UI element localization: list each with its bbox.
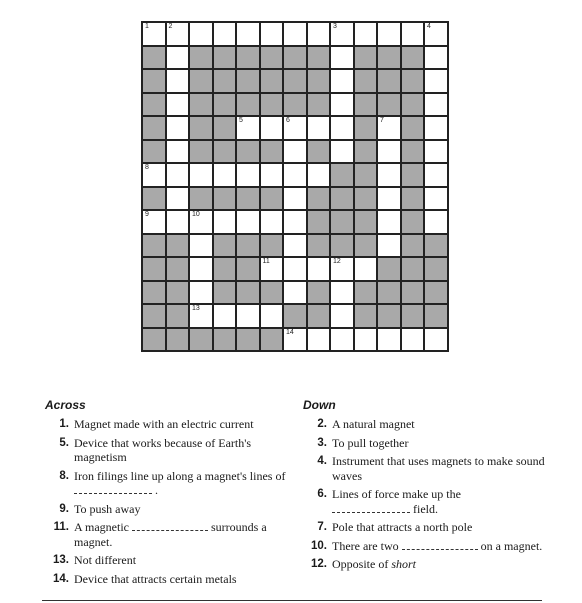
block-cell (401, 281, 425, 305)
answer-cell[interactable] (260, 22, 284, 46)
answer-cell[interactable] (424, 210, 448, 234)
answer-cell[interactable] (377, 187, 401, 211)
clue-label-number: 7. (317, 521, 327, 533)
clue-number: 10 (192, 211, 200, 218)
block-cell (213, 234, 237, 258)
answer-cell[interactable] (424, 69, 448, 93)
block-cell (166, 234, 190, 258)
clue-after-text: surrounds a magnet. (74, 520, 267, 549)
block-cell (236, 328, 260, 352)
answer-cell[interactable] (307, 116, 331, 140)
answer-cell[interactable] (166, 163, 190, 187)
answer-cell[interactable] (424, 140, 448, 164)
answer-cell[interactable] (283, 257, 307, 281)
clue-text (74, 520, 295, 549)
clue-text (74, 572, 295, 587)
clue-main-text: A magnetic (74, 520, 129, 534)
clue-number: 11 (262, 258, 270, 265)
block-cell (260, 93, 284, 117)
block-cell (142, 46, 166, 70)
block-cell (354, 210, 378, 234)
answer-cell[interactable] (189, 234, 213, 258)
answer-blank[interactable] (132, 521, 208, 531)
block-cell (424, 281, 448, 305)
block-cell (166, 281, 190, 305)
answer-cell[interactable] (260, 163, 284, 187)
block-cell (307, 304, 331, 328)
block-cell (236, 281, 260, 305)
across-clue (45, 436, 295, 465)
clue-number: 13 (192, 305, 200, 312)
answer-cell[interactable] (166, 116, 190, 140)
clue-text (332, 436, 553, 451)
answer-blank[interactable] (74, 484, 152, 494)
answer-cell[interactable] (354, 22, 378, 46)
block-cell (189, 116, 213, 140)
clue-text (332, 454, 553, 483)
block-cell (307, 187, 331, 211)
answer-cell[interactable] (260, 210, 284, 234)
down-clue (303, 487, 553, 516)
down-heading: Down (303, 398, 336, 412)
clue-label-number: 5. (59, 436, 69, 449)
answer-cell[interactable] (424, 187, 448, 211)
block-cell (377, 69, 401, 93)
block-cell (377, 46, 401, 70)
clue-main-text: Lines of force make up the (332, 487, 461, 501)
clue-main-text: Instrument that uses magnets to make sound waves (332, 454, 545, 483)
answer-cell[interactable] (424, 328, 448, 352)
answer-cell[interactable] (283, 234, 307, 258)
clue-main-text: Device that works because of Earth's magnetism (74, 435, 252, 464)
clue-label-number: 9. (59, 502, 69, 515)
block-cell (354, 140, 378, 164)
clue-main-text: A natural magnet (332, 417, 415, 431)
answer-cell[interactable] (377, 22, 401, 46)
answer-cell[interactable] (236, 116, 260, 140)
answer-cell[interactable] (330, 281, 354, 305)
block-cell (330, 163, 354, 187)
clue-text (332, 487, 553, 516)
answer-cell[interactable] (377, 234, 401, 258)
block-cell (354, 281, 378, 305)
block-cell (307, 69, 331, 93)
answer-cell[interactable] (307, 163, 331, 187)
block-cell (142, 281, 166, 305)
block-cell (236, 46, 260, 70)
block-cell (401, 116, 425, 140)
down-clue (303, 454, 553, 483)
block-cell (142, 304, 166, 328)
clue-number: 2 (168, 23, 173, 30)
clue-number: 1 (145, 23, 149, 30)
block-cell (307, 93, 331, 117)
down-clue (303, 417, 553, 432)
block-cell (213, 187, 237, 211)
block-cell (424, 257, 448, 281)
block-cell (283, 93, 307, 117)
block-cell (213, 116, 237, 140)
block-cell (354, 187, 378, 211)
clue-label-number: 14. (53, 572, 69, 585)
block-cell (142, 328, 166, 352)
block-cell (189, 93, 213, 117)
block-cell (166, 328, 190, 352)
block-cell (307, 281, 331, 305)
answer-blank[interactable] (332, 503, 410, 513)
answer-cell[interactable] (330, 304, 354, 328)
answer-cell[interactable] (283, 22, 307, 46)
answer-cell[interactable] (307, 257, 331, 281)
across-clue (45, 572, 295, 587)
answer-cell[interactable] (189, 257, 213, 281)
block-cell (236, 234, 260, 258)
block-cell (213, 46, 237, 70)
answer-cell[interactable] (283, 140, 307, 164)
block-cell (189, 187, 213, 211)
clue-label-number: 3. (317, 436, 327, 449)
block-cell (142, 187, 166, 211)
answer-cell[interactable] (166, 93, 190, 117)
block-cell (377, 281, 401, 305)
clue-number: 14 (286, 328, 294, 336)
answer-cell[interactable] (142, 210, 166, 234)
answer-cell[interactable] (166, 187, 190, 211)
answer-cell[interactable] (283, 187, 307, 211)
answer-cell[interactable] (189, 304, 213, 328)
answer-cell[interactable] (236, 163, 260, 187)
clue-text (332, 417, 553, 432)
block-cell (354, 304, 378, 328)
clue-number: 7 (380, 117, 384, 124)
block-cell (354, 46, 378, 70)
clue-number: 5 (239, 117, 243, 124)
clue-label-number: 2. (317, 418, 327, 430)
block-cell (236, 257, 260, 281)
block-cell (142, 257, 166, 281)
answer-cell[interactable] (189, 210, 213, 234)
across-clue (45, 520, 295, 549)
answer-cell[interactable] (189, 163, 213, 187)
answer-cell[interactable] (424, 116, 448, 140)
block-cell (260, 281, 284, 305)
answer-cell[interactable] (330, 69, 354, 93)
clue-after-text: on a magnet. (480, 538, 543, 553)
clue-text (74, 469, 295, 498)
block-cell (260, 46, 284, 70)
block-cell (213, 328, 237, 352)
block-cell (213, 69, 237, 93)
answer-cell[interactable] (166, 46, 190, 70)
block-cell (307, 210, 331, 234)
clue-number: 4 (427, 23, 431, 30)
answer-cell[interactable] (166, 22, 190, 46)
answer-cell[interactable] (330, 328, 354, 352)
block-cell (330, 187, 354, 211)
answer-cell[interactable] (166, 140, 190, 164)
clue-number: 8 (145, 164, 149, 171)
block-cell (260, 187, 284, 211)
across-clue (45, 502, 295, 517)
block-cell (260, 140, 284, 164)
clue-main-text: Device that attracts certain metals (74, 571, 237, 586)
block-cell (236, 140, 260, 164)
block-cell (401, 304, 425, 328)
clue-text (74, 502, 295, 517)
clue-text (74, 417, 295, 432)
block-cell (401, 234, 425, 258)
answer-cell[interactable] (236, 304, 260, 328)
clue-text (332, 539, 553, 554)
clue-label-number: 12. (311, 558, 327, 570)
clue-label-number: 10. (311, 539, 327, 552)
down-clue (303, 520, 553, 535)
block-cell (213, 281, 237, 305)
answer-cell[interactable] (213, 22, 237, 46)
across-clues (45, 398, 295, 590)
block-cell (307, 234, 331, 258)
clue-number: 6 (286, 117, 290, 124)
block-cell (166, 304, 190, 328)
answer-cell[interactable] (401, 328, 425, 352)
answer-cell[interactable] (142, 22, 166, 46)
block-cell (142, 140, 166, 164)
clue-text (332, 557, 553, 572)
down-clue (303, 557, 553, 572)
answer-cell[interactable] (424, 163, 448, 187)
block-cell (189, 46, 213, 70)
block-cell (236, 93, 260, 117)
answer-cell[interactable] (283, 281, 307, 305)
answer-cell[interactable] (236, 22, 260, 46)
block-cell (377, 257, 401, 281)
block-cell (354, 116, 378, 140)
block-cell (260, 234, 284, 258)
answer-cell[interactable] (236, 210, 260, 234)
clue-main-text: Iron filings line up along a magnet's lines of (74, 468, 286, 483)
down-clue (303, 539, 553, 554)
clue-main-text: To push away (74, 501, 141, 516)
clue-label-number: 8. (59, 469, 69, 482)
block-cell (330, 210, 354, 234)
answer-cell[interactable] (330, 93, 354, 117)
block-cell (377, 304, 401, 328)
answer-cell[interactable] (260, 116, 284, 140)
answer-cell[interactable] (330, 257, 354, 281)
block-cell (424, 234, 448, 258)
answer-cell[interactable] (283, 163, 307, 187)
answer-cell[interactable] (424, 22, 448, 46)
answer-cell[interactable] (377, 163, 401, 187)
bottom-rule (42, 600, 542, 601)
block-cell (142, 69, 166, 93)
answer-cell[interactable] (401, 22, 425, 46)
answer-cell[interactable] (354, 257, 378, 281)
answer-cell[interactable] (307, 22, 331, 46)
block-cell (189, 140, 213, 164)
answer-cell[interactable] (283, 210, 307, 234)
block-cell (283, 304, 307, 328)
block-cell (213, 93, 237, 117)
answer-cell[interactable] (377, 328, 401, 352)
answer-cell[interactable] (213, 210, 237, 234)
clue-label-number: 6. (317, 488, 327, 500)
block-cell (260, 69, 284, 93)
clue-text (332, 520, 553, 535)
clue-main-text: Pole that attracts a north pole (332, 520, 473, 534)
across-clue (45, 469, 295, 498)
clue-main-text: There are two (332, 538, 399, 553)
down-clues (303, 398, 553, 576)
clue-label-number: 13. (53, 554, 69, 566)
clue-main-text: Magnet made with an electric current (74, 417, 254, 431)
block-cell (142, 93, 166, 117)
answer-cell[interactable] (330, 116, 354, 140)
block-cell (401, 257, 425, 281)
block-cell (401, 187, 425, 211)
clue-text (74, 436, 295, 465)
answer-cell[interactable] (166, 210, 190, 234)
crossword-grid (141, 21, 449, 352)
clue-italic-word: short (391, 557, 417, 571)
answer-cell[interactable] (330, 140, 354, 164)
block-cell (401, 140, 425, 164)
clue-after-text: . (155, 483, 158, 497)
answer-cell[interactable] (142, 163, 166, 187)
block-cell (213, 140, 237, 164)
answer-cell[interactable] (283, 328, 307, 352)
block-cell (401, 69, 425, 93)
answer-cell[interactable] (330, 46, 354, 70)
answer-cell[interactable] (189, 22, 213, 46)
block-cell (401, 46, 425, 70)
across-clue (45, 553, 295, 568)
block-cell (330, 234, 354, 258)
block-cell (236, 187, 260, 211)
clue-label-number: 11. (53, 521, 69, 533)
block-cell (401, 93, 425, 117)
block-cell (354, 69, 378, 93)
block-cell (260, 328, 284, 352)
block-cell (401, 210, 425, 234)
block-cell (142, 234, 166, 258)
clue-number: 9 (145, 211, 149, 218)
clue-main-text: To pull together (332, 435, 409, 450)
answer-cell[interactable] (424, 93, 448, 117)
block-cell (283, 46, 307, 70)
clue-label-number: 4. (317, 455, 327, 467)
down-clue (303, 436, 553, 451)
block-cell (213, 257, 237, 281)
block-cell (354, 93, 378, 117)
clue-number: 12 (333, 258, 341, 265)
block-cell (189, 328, 213, 352)
block-cell (424, 304, 448, 328)
block-cell (354, 163, 378, 187)
across-clue (45, 417, 295, 432)
block-cell (236, 69, 260, 93)
answer-cell[interactable] (189, 281, 213, 305)
answer-cell[interactable] (354, 328, 378, 352)
answer-cell[interactable] (213, 163, 237, 187)
clue-number: 3 (333, 23, 337, 30)
across-heading: Across (45, 398, 86, 412)
clue-label-number: 1. (59, 418, 69, 430)
block-cell (307, 46, 331, 70)
block-cell (401, 163, 425, 187)
block-cell (377, 93, 401, 117)
block-cell (283, 69, 307, 93)
block-cell (354, 234, 378, 258)
answer-cell[interactable] (377, 140, 401, 164)
block-cell (166, 257, 190, 281)
answer-cell[interactable] (283, 116, 307, 140)
answer-cell[interactable] (260, 257, 284, 281)
clue-text (74, 553, 295, 568)
answer-cell[interactable] (424, 46, 448, 70)
clue-main-text: Opposite of (332, 557, 389, 571)
answer-cell[interactable] (307, 328, 331, 352)
block-cell (189, 69, 213, 93)
answer-cell[interactable] (213, 304, 237, 328)
answer-cell[interactable] (330, 22, 354, 46)
answer-cell[interactable] (166, 69, 190, 93)
clue-after-text: field. (413, 501, 438, 516)
answer-cell[interactable] (377, 116, 401, 140)
block-cell (142, 116, 166, 140)
clue-main-text: Not different (74, 553, 137, 567)
answer-blank[interactable] (402, 540, 478, 550)
answer-cell[interactable] (377, 210, 401, 234)
block-cell (307, 140, 331, 164)
answer-cell[interactable] (260, 304, 284, 328)
